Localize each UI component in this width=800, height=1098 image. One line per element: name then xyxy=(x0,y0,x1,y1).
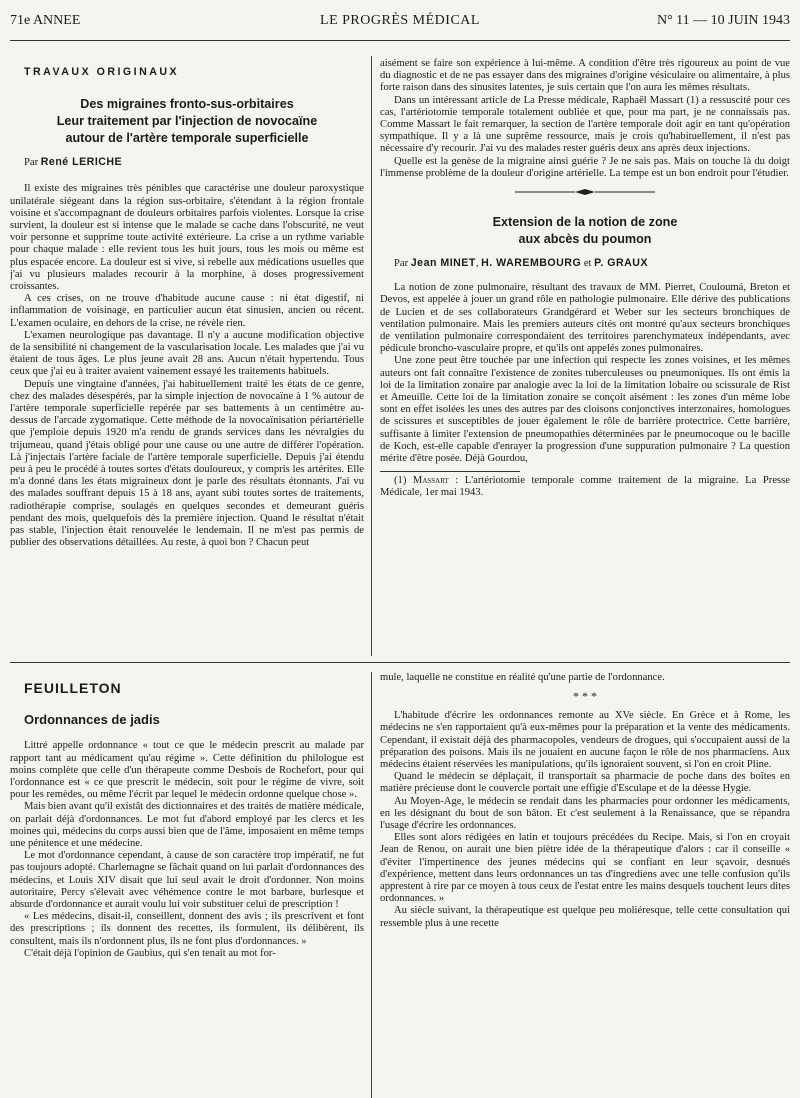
volume-label: 71e ANNEE xyxy=(10,13,81,28)
author-name: H. WAREMBOURG xyxy=(481,257,582,270)
article-title-line: aux abcès du poumon xyxy=(518,232,652,247)
travaux-column-right xyxy=(380,58,790,658)
paragraph: Littré appelle ordonnance « tout ce que le médecin prescrit au malade par rapport tant au médicament qu'au régime ». Cette définition du philologue est moins complète que celle d'un thérapeute comme Desbois de Rochefort, pour qui l'ordonnance est « ce que prescrit le médecin, soit pour le régime de vivre, soit pour les remèdes, ou même l'écrit par lequel le médecin ordonne quelque chose ». xyxy=(10,740,364,801)
issue-date: N° 11 — 10 JUIN 1943 xyxy=(656,13,790,28)
paragraph: Elles sont alors rédigées en latin et toujours précédées du Recipe. Mais, si l'on en croyait Jean de Renou, on aurait une bien piètre idée de la thérapeutique d'alors : car il conseille « d'éviter l'impertinence des jeunes médecins qui se confiant en leur sçavoir, desnués d'expérience, mettent dans leurs ordonnances un tas d'ingrediens avec une telle confusion qu'ils apprestent à rire par ce moyen à tous ceux de l'estat entre les mains desquels touchent leurs dites ordonnances. » xyxy=(380,832,790,905)
footnote-text: : L'artériotomie temporale comme traitement de la migraine. La Presse Médicale, 1er mai 1943. xyxy=(380,475,790,499)
paragraph: L'habitude d'écrire les ordonnances remonte au XVe siècle. En Grèce et à Rome, les médecins ne s'en rapportaient qu'à eux-mêmes pour la préparation et la vente des médicaments. Cependant, il existait déjà des pharmacopoles, vendeurs de drogues, qui s'occupaient aussi de la préparation des poisons. Mais ils ne jouaient en aucune façon le rôle de nos pharmaciens. Aux médecins étaient réservées les manipulations, qu'ils ignoraient souvent, si l'on en croit Pline. xyxy=(380,710,790,771)
author-name: P. GRAUX xyxy=(594,257,649,270)
paragraph: Quelle est la genèse de la migraine ainsi guérie ? Je ne sais pas. Mais on touche là du doigt l'immense problème de la douleur d'origine artérielle. La tempe est un bon endroit pour l'étudier. xyxy=(380,155,790,179)
paragraph: A ces crises, on ne trouve d'habitude aucune cause : ni état digestif, ni inflammation de voisinage, en particulier aucun état sinusien, ancien ou récent. L'examen oculaire, en dehors de la crise, ne révèle rien. xyxy=(10,293,364,329)
section-title-feuilleton: FEUILLETON xyxy=(24,680,122,696)
author-name: Jean MINET xyxy=(410,257,476,270)
column-divider-top xyxy=(371,56,372,656)
footnote xyxy=(380,475,790,499)
paragraph: Quand le médecin se déplaçait, il transportait sa pharmacie de poche dans des boîtes en matière précieuse dont le couvercle portait une effigie d'Esculape et de la déesse Hygie. xyxy=(380,771,790,795)
author-name: René LERICHE xyxy=(40,156,123,169)
feuilleton-column-left xyxy=(10,672,364,1098)
footnote-author: Massart xyxy=(412,475,449,487)
paragraph: Dans un intéressant article de La Presse médicale, Raphaël Massart (1) a ressuscité pour ces cas, l'artériotomie temporale totalement oubliée et que, pour ma part, je ne connaissais pas. Comme Massart le fait remarquer, la section de l'artère temporale doit agir en tant qu'opération sympathique. Il y a là une suprême ressource, mais je crois qu'habituellement, il n'est pas nécessaire d'y recourir. J'ai vu des malades rester guéris deux ans après deux injections. xyxy=(380,94,790,155)
section-ornament xyxy=(380,188,790,196)
article-title-line: autour de l'artère temporale superficielle xyxy=(65,131,309,146)
paragraph: Mais bien avant qu'il existât des dictionnaires et des traités de matière médicale, on parlait déjà d'ordonnances. Le mot fut d'abord employé par les clercs et les moines qui, médecins du corps aussi bien que de l'âme, imposaient en même temps une pénitence et une médecine. xyxy=(10,801,364,850)
byline-prefix: Par xyxy=(394,258,409,270)
article-title-extension xyxy=(380,214,790,248)
paragraph: Il existe des migraines très pénibles que caractérise une douleur paroxystique unilatérale siégeant dans la région sus-orbitaire, s'étendant à la région frontale voisine et s'accompagnant de douleurs orbitaires parfois violentes. Lorsque la crise survient, la douleur est si intense que le malade se cache dans l'obscurité, ne veut voir personne et supprime toute activité extérieure. La crise a un rythme variable pour chaque malade : elle revient tous les huit jours, tous les mois ou même est plus espacée encore. La douleur est si vive, si rebelle aux médications usuelles que j'ai vu plusieurs malades recourir à la morphine, à doses progressivement croissantes. xyxy=(10,183,364,293)
author-join: et xyxy=(583,258,592,270)
paragraph: C'était déjà l'opinion de Gaubius, qui s'en tenait au mot for- xyxy=(24,947,276,959)
article-title-line: Des migraines fronto-sus-orbitaires xyxy=(80,97,294,112)
column-divider-bottom xyxy=(371,672,372,1098)
header-rule xyxy=(10,40,790,41)
paragraph: L'examen neurologique pas davantage. Il n'y a aucune modification objective de la sensibilité ni changement de la vascularisation locale. Les malades que j'ai vu étaient de tous âges. Le plus jeune avait 28 ans. Aucun n'était hypertendu. Tous ceux que j'ai eu à traiter avaient vainement essayé les traitements habituels. xyxy=(10,329,364,378)
paragraph-continued: aisément se faire son expérience à lui-même. A condition d'être très rigoureux au point de vue du diagnostic et de ne pas essayer dans des migraines d'origine vésiculaire ou alimentaire, à plus forte raison dans des sinusites latentes, je suis certain que l'on aura les mêmes résultats. xyxy=(380,58,790,94)
feuilleton-rule xyxy=(10,662,790,663)
paragraph: Au siècle suivant, la thérapeutique est quelque peu moliéresque, telle cette consultation qui ressemble plus à une recette xyxy=(380,905,790,929)
byline-prefix: Par xyxy=(24,157,39,169)
article-title-line: Leur traitement par l'injection de novocaïne xyxy=(56,114,318,129)
paragraph: Le mot d'ordonnance cependant, à cause de son caractère trop impératif, ne fut pas toujours adopté. Charlemagne se fâchait quand on lui parlait d'ordonnances des médecins, et Louis XIV disait que lui seul avait le droit d'ordonner. Non moins autoritaire, Percy s'élevait avec véhémence contre le mot barbare, burlesque et absurde d'ordonnance et aurait voulu lui voir substituer celui de prescription ! xyxy=(10,850,364,911)
paragraph-continued: mule, laquelle ne constitue en réalité qu'une partie de l'ordonnance. xyxy=(380,672,665,683)
paragraph: Au Moyen-Age, le médecin se rendait dans les pharmacies pour ordonner les médicaments, en les désignant du bout de son bâton. Et c'est seulement à la Renaissance, que se répandra l'usage d'écrire les ordonnances. xyxy=(380,795,790,832)
paragraph: Une zone peut être touchée par une infection qui respecte les zones voisines, et les mêmes auteurs ont fait connaître l'existence de zonites tuberculeuses ou pneumoniques. Ils ont émis la loi de la limitation zonaire par analogie avec la loi de la limitation lobaire ou scissurale de Rist et Ameuille. Cette loi de la limitation zonaire se conçoit aisément : les zones d'un même lobe sont en effet isolées les unes des autres par des cloisons conjonctives interzonaires, homologues de scissures et susceptibles de jouer également le rôle de barrière protectrice. Cette barrière, suffisante à limiter l'extension de pneumopathies déterminées par le pneumocoque ou le bacille de Koch, est-elle capable d'enrayer la progression d'une suppuration pulmonaire ? La question mérite d'être posée. Déjà Gourdou, xyxy=(380,355,790,465)
journal-title: LE PROGRÈS MÉDICAL xyxy=(320,13,480,28)
paragraph: La notion de zone pulmonaire, résultant des travaux de MM. Pierret, Couloumá, Breton et Devos, est appelée à jouer un grand rôle en pathologie pulmonaire. Elle dérive des publications de Lucien et de ses collaborateurs Grandgérard et Weber sur les secteurs bronchiques de ventilation pulmonaire. Mais les premiers auteurs cités ont montré qu'aux secteurs bronchiques de ventilation pulmonaire correspondaient des territoires parenchymateux indépendants, avec pédicule broncho-vasculaire propre, et qu'ils ont appelés zones pulmonaires. xyxy=(380,282,790,355)
running-header xyxy=(10,6,790,36)
article-title-ordonnances: Ordonnances de jadis xyxy=(24,712,160,728)
section-stars: * * * xyxy=(573,689,597,704)
article-title-migraines xyxy=(10,96,364,147)
article-title-line: Extension de la notion de zone xyxy=(492,215,678,230)
paragraph: Depuis une vingtaine d'années, j'ai habituellement traité les états de ce genre, chez des malades désespérés, par la simple injection de novocaïne à 1 % autour de l'artère temporale superficielle repérée par ses battements à un centimètre au-dessus de l'arcade zygomatique. Cette méthode de la novocaïnisation périartérielle que j'emploie depuis 1920 m'a rendu de grands services dans les névralgies du trijumeau, quand j'étais obligé pour une cause ou une autre de différer l'opération. Là j'injectais l'artère faciale de l'artère temporale superficielle. Depuis j'ai étendu peu à peu le procédé à toutes sortes d'états douloureux, y compris les artérites. Elle m'a donné dans les états migraineux dont je parle des résultats étonnants. J'ai vu des malades souffrant depuis 15 à 18 ans, ayant subi toutes sortes de traitements, radiothérapie comprise, soulagés en quelques secondes et demeurant guéris pendant des mois, quelquefois dès la première injection. Quand le résultat n'était pas stable, l'injection était renouvelée le lendemain. Il ne m'est pas permis de publier des observations détaillées. Au reste, à quoi bon ? Chacun peut xyxy=(10,378,364,549)
travaux-column-left xyxy=(10,58,364,658)
feuilleton-column-right xyxy=(380,672,790,1098)
paragraph: « Les médecins, disait-il, conseillent, donnent des avis ; ils prescrivent et font des prescriptions ; ils donnent des recettes, ils formulent, ils délibèrent, ils consultent, mais ils n'ordonnent plus, ils ne font plus d'ordonnances. » xyxy=(10,911,364,947)
byline-minet: Par Jean MINET, H. WAREMBOURG et P. GRAUX xyxy=(394,257,649,270)
byline-leriche xyxy=(10,156,364,169)
footnote-rule xyxy=(380,471,520,472)
footnote-marker: (1) xyxy=(394,475,407,487)
ornament-rule-icon xyxy=(515,188,655,196)
section-title-travaux: TRAVAUX ORIGINAUX xyxy=(24,66,180,78)
